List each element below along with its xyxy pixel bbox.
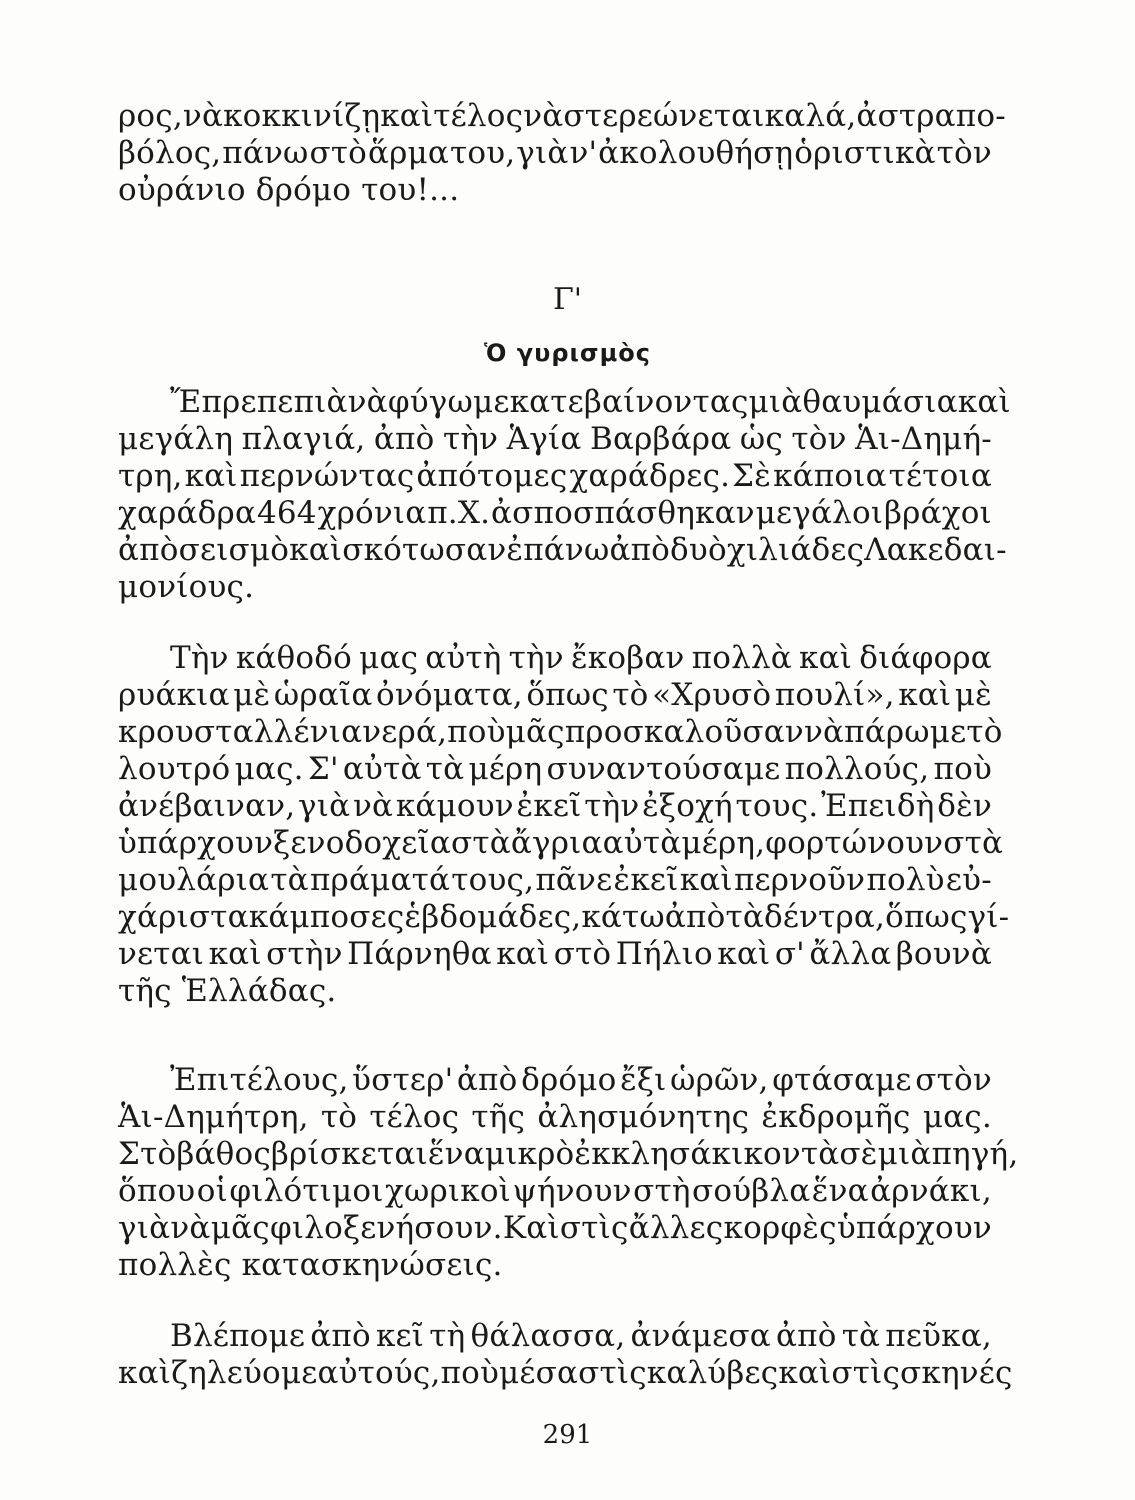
word: φιλοξενήσουν. (269, 1210, 503, 1246)
word: καὶ (957, 384, 1011, 420)
word: γί- (967, 899, 1010, 935)
word: μιὰ (877, 1136, 932, 1172)
word: κάμποσες (248, 899, 405, 935)
word: π.Χ. (427, 495, 491, 531)
word: οἱ (196, 1173, 228, 1209)
page-number: 291 (542, 1420, 593, 1450)
word: τὰ (841, 1318, 881, 1354)
word: ρυάκια (118, 677, 230, 713)
word: ἐκεῖ (613, 862, 679, 898)
word: κοκκινίζῃ (223, 98, 381, 134)
word: κρουσταλλένια (118, 714, 363, 750)
word: δρόμο (521, 1062, 617, 1098)
word: ἐκδρομῆς (761, 1099, 911, 1135)
word: καὶ (380, 98, 434, 134)
word: διάφορα (859, 640, 992, 676)
word: τους, (451, 862, 535, 898)
word: πολὺ (866, 862, 945, 898)
word: Βαρβάρα (589, 421, 732, 457)
word: εὐ- (945, 862, 992, 898)
word: Καὶ (502, 1210, 560, 1246)
word: Ἐπιτέλους, (170, 1062, 349, 1098)
word: νὰ (352, 788, 394, 824)
text-line (118, 135, 992, 172)
word: πλαγιά, (241, 421, 366, 457)
word: στὴ (633, 1173, 691, 1209)
word: ἀλησμόνητης (537, 1099, 750, 1135)
word: Ἁι-Δημή- (855, 421, 992, 457)
word: γιὰ (516, 135, 569, 171)
word: χρόνια (317, 495, 427, 531)
word: λουτρό (118, 751, 231, 787)
word: ἀνέβαιναν, (118, 788, 296, 824)
word: αὐτὰ (602, 825, 682, 861)
word: φτάσαμε (772, 1062, 912, 1098)
word: ἀπὸ (776, 1318, 837, 1354)
word: στὴν (266, 936, 343, 972)
word: ἅρμα (367, 135, 450, 171)
word: νεται (118, 936, 205, 972)
word: ὡς (739, 421, 783, 457)
word: ἐξοχή (642, 788, 733, 824)
word: πᾶνε (535, 862, 613, 898)
word: ρος, (118, 98, 183, 134)
word: σὲ (839, 1136, 878, 1172)
word: θαυμάσια (802, 384, 958, 420)
word: τὸ (966, 714, 1003, 750)
word: βόλος, (118, 135, 222, 171)
section-title: Ὁ γυρισμὸς (484, 339, 651, 367)
word: ἑβδομάδες, (404, 899, 582, 935)
word: βράχοι (884, 495, 992, 531)
word: καὶ (679, 862, 733, 898)
word: πεῦκα, (885, 1318, 992, 1354)
text-line (118, 1355, 1013, 1392)
word: Πήλιο (615, 936, 713, 972)
word: στὰ (943, 825, 1004, 861)
paragraph-2 (118, 640, 1010, 1010)
text-line (118, 458, 992, 495)
text-line (118, 495, 992, 532)
word: ἐκεῖ (516, 788, 582, 824)
text-line (118, 1210, 992, 1247)
word: του, (449, 135, 516, 171)
word: χάριστα (118, 899, 249, 935)
word: πολλούς, (784, 751, 930, 787)
word: βρίσκεται (270, 1136, 428, 1172)
word: σ' (774, 936, 805, 972)
text-line (118, 1318, 992, 1355)
word: ἔξι (620, 1062, 667, 1098)
word: ὑπάρχουν (118, 825, 274, 861)
word: καὶ (289, 532, 343, 568)
word: χιλιάδες (726, 532, 865, 568)
text-line (118, 936, 992, 973)
text-line (118, 862, 992, 899)
word: τὸν (791, 421, 847, 457)
text-line (118, 788, 992, 825)
word: ἀπὸ (310, 1318, 371, 1354)
word: ἀπότομες (416, 458, 568, 494)
word: Σὲ (732, 458, 772, 494)
word: ἀρνάκι, (870, 1173, 992, 1209)
word: ὡραῖα (273, 677, 373, 713)
word: κάθοδό (235, 640, 352, 676)
word: ἀπὸ (456, 1062, 518, 1098)
word: φιλότιμοι (229, 1173, 384, 1209)
word: συναντούσαμε (546, 751, 781, 787)
word: ἀπὸ (664, 899, 726, 935)
word: πράματά (309, 862, 451, 898)
word: αὐτούς, (317, 1355, 441, 1391)
text-line (118, 532, 1007, 569)
word: καὶ (898, 677, 952, 713)
word: γιὰ (298, 788, 351, 824)
word: ἕνα (427, 1136, 485, 1172)
word: προσκαλοῦσαν (564, 714, 804, 750)
word: ὡρῶν, (670, 1062, 769, 1098)
text-line (118, 714, 1003, 751)
word: κάποια (773, 458, 887, 494)
word: ἀπὸ (373, 421, 435, 457)
word: μέσα (499, 1355, 579, 1391)
word: νερά, (362, 714, 448, 750)
text-line (118, 1136, 1019, 1173)
text-line (118, 98, 1006, 135)
word: νὰ (182, 98, 224, 134)
word: γιὰ (118, 1210, 171, 1246)
word: ποὺ (440, 1355, 500, 1391)
word: μουλάρια (118, 862, 270, 898)
word: μὲ (233, 677, 271, 713)
text-line: πολλὲς κατασκηνώσεις. (118, 1247, 503, 1283)
word: 464 (256, 495, 317, 531)
text-line (118, 751, 992, 788)
word: ἄλλες (628, 1210, 724, 1246)
word: καὶ (184, 458, 238, 494)
word: πηγή, (931, 1136, 1019, 1172)
word: σούβλα (692, 1173, 811, 1209)
word: στὶς (831, 1355, 901, 1391)
word: ὅπως (526, 677, 609, 713)
word: κεῖ (375, 1318, 425, 1354)
word: μεγάλοι (755, 495, 884, 531)
text-line (118, 899, 1010, 936)
word: χαράδρα (118, 495, 257, 531)
word: στὸ (553, 936, 612, 972)
word: ἐκκλησάκι (574, 1136, 744, 1172)
word: ν' (569, 135, 598, 171)
word: ποὺ (447, 714, 506, 750)
word: τὴ (429, 1318, 466, 1354)
word: περνοῦν (733, 862, 866, 898)
word: τέτοια (888, 458, 992, 494)
word: περνώντας (239, 458, 415, 494)
word: βάθος (176, 1136, 271, 1172)
word: στερεώνεται (563, 98, 765, 134)
word: κάμουν (395, 788, 514, 824)
word: ὅπως (885, 899, 968, 935)
word: ἐπάνω (506, 532, 610, 568)
word: τρη, (118, 458, 183, 494)
word: μας. (234, 751, 304, 787)
word: αὐτὰ (342, 751, 422, 787)
word: ἕνα (811, 1173, 869, 1209)
word: Ἁγία (506, 421, 582, 457)
word: νὰ (170, 1210, 211, 1246)
word: τὸ (612, 677, 649, 713)
text-line (118, 640, 992, 677)
word: Σ' (307, 751, 339, 787)
word: καλύβες (646, 1355, 779, 1391)
text-line (118, 384, 1011, 421)
word: ὅπου (118, 1173, 196, 1209)
word: πολλὰ (691, 640, 792, 676)
word: τὰ (270, 862, 309, 898)
text-line (118, 1062, 992, 1099)
word: ψήνουν (512, 1173, 632, 1209)
word: φορτώνουν (765, 825, 944, 861)
word: τέλος (369, 1099, 460, 1135)
word: χαράδρες. (569, 458, 731, 494)
word: καὶ (778, 1355, 832, 1391)
word: πάνω (222, 135, 309, 171)
word: σεισμὸ (178, 532, 290, 568)
intro-paragraph (118, 98, 1006, 209)
word: δὲν (937, 788, 992, 824)
word: μὲ (954, 677, 992, 713)
word: τέλος (433, 98, 524, 134)
word: κατεβαίνοντας (509, 384, 749, 420)
word: ἔκοβαν (570, 640, 685, 676)
word: δέντρα, (763, 899, 886, 935)
word: τὰ (425, 751, 465, 787)
word: ὕστερ' (352, 1062, 454, 1098)
word: καὶ (208, 936, 262, 972)
word: τους. (735, 788, 819, 824)
word: κάτω (581, 899, 665, 935)
word: σκηνές (900, 1355, 1013, 1391)
text-line (118, 421, 992, 458)
word: θάλασσα, (470, 1318, 626, 1354)
word: ἀσποσπάσθηκαν (491, 495, 755, 531)
word: ὑπάρχουν (836, 1210, 992, 1246)
word: καὶ (717, 936, 771, 972)
word: αὐτὴ (425, 640, 502, 676)
word: Λακεδαι- (864, 532, 1007, 568)
word: ξενοδοχεῖα (273, 825, 452, 861)
word: «Χρυσὸ (652, 677, 772, 713)
word: ἀπὸ (609, 532, 671, 568)
word: βουνὰ (895, 936, 992, 972)
word: ὁριστικὰ (794, 135, 936, 171)
text-line: οὐράνιο δρόμο του!... (118, 172, 460, 208)
paragraph-1 (118, 384, 1011, 606)
word: νὰ (347, 384, 388, 420)
word: νὰ (523, 98, 564, 134)
text-line (118, 1173, 992, 1210)
word: ζηλεύομε (171, 1355, 318, 1391)
word: στὸν (915, 1062, 992, 1098)
word: ἀπὸ (118, 532, 179, 568)
word: τὰ (725, 899, 764, 935)
word: καὶ (799, 640, 853, 676)
word: Τὴν (170, 640, 229, 676)
word: ποὺ (933, 751, 992, 787)
word: μέρη (468, 751, 543, 787)
word: πάρωμε (844, 714, 967, 750)
word: κοντὰ (743, 1136, 840, 1172)
word: καλά, (764, 98, 857, 134)
word: στὰ (451, 825, 511, 861)
word: Πάρνηθα (347, 936, 492, 972)
word: μας (359, 640, 419, 676)
word: πιὰ (293, 384, 348, 420)
section-number: Γ' (552, 282, 583, 317)
word: ἄγρια (510, 825, 603, 861)
word: ὀνόματα, (375, 677, 523, 713)
word: Ἐπειδὴ (821, 788, 935, 824)
word: μέρη, (681, 825, 766, 861)
word: στὸ (309, 135, 368, 171)
word: τὴν (584, 788, 640, 824)
word: καὶ (118, 1355, 172, 1391)
word: κορφὲς (723, 1210, 837, 1246)
word: μᾶς (505, 714, 565, 750)
word: τῆς (471, 1099, 526, 1135)
paragraph-3 (118, 1062, 1019, 1284)
word: Βλέπομε (170, 1318, 306, 1354)
word: δυὸ (670, 532, 727, 568)
text-line (118, 1099, 992, 1136)
word: μας. (922, 1099, 992, 1135)
word: μᾶς (210, 1210, 270, 1246)
word: φύγωμε (387, 384, 510, 420)
word: πουλί», (774, 677, 895, 713)
text-line (118, 825, 1004, 862)
word: τὸν (936, 135, 992, 171)
word: χωρικοὶ (385, 1173, 512, 1209)
word: ἀστραπο- (856, 98, 1006, 134)
word: ἀκολουθήσῃ (598, 135, 794, 171)
paragraph-4 (118, 1318, 1013, 1392)
word: Στὸ (118, 1136, 177, 1172)
word: σκότωσαν (342, 532, 507, 568)
word: στὶς (559, 1210, 629, 1246)
word: νὰ (803, 714, 845, 750)
text-line: μονίους. (118, 569, 255, 605)
word: καὶ (496, 936, 550, 972)
word: ἀνάμεσα (630, 1318, 771, 1354)
word: τὴν (443, 421, 499, 457)
word: τὴν (508, 640, 564, 676)
text-line: τῆς Ἑλλάδας. (118, 973, 337, 1009)
word: στὶς (578, 1355, 647, 1391)
word: τὸ (320, 1099, 358, 1135)
word: ἄλλα (809, 936, 892, 972)
word: μικρὸ (484, 1136, 575, 1172)
text-line (118, 677, 992, 714)
word: μεγάλη (118, 421, 234, 457)
word: Ἁι-Δημήτρη, (118, 1099, 309, 1135)
word: μιὰ (748, 384, 803, 420)
word: Ἔπρεπε (170, 384, 294, 420)
